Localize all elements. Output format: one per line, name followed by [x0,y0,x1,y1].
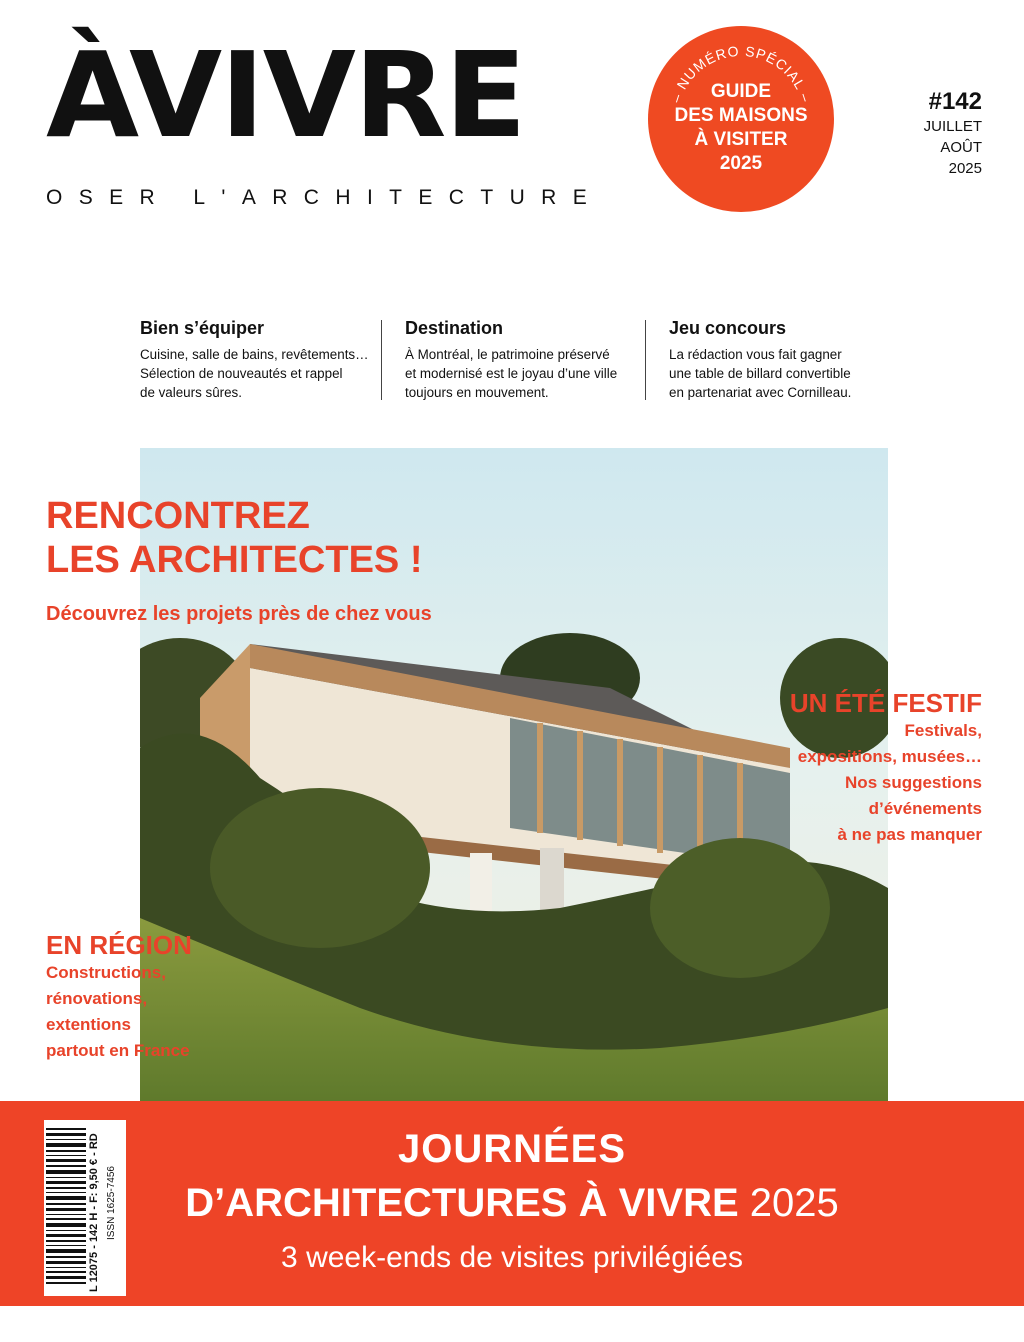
festival-line: d’événements [868,799,982,818]
teaser-line: À Montréal, le patrimoine préservé [405,347,610,362]
festival-line: expositions, musées… [797,747,982,766]
teaser-line: en partenariat avec Cornilleau. [669,385,852,400]
teaser-title: Destination [405,318,504,338]
magazine-tagline: OSER L'ARCHITECTURE [46,186,604,209]
region-line: partout en France [46,1041,190,1060]
festival-line: Nos suggestions [845,773,982,792]
teaser-line: Cuisine, salle de bains, revêtements… [140,347,369,362]
teaser-line: Sélection de nouveautés et rappel [140,366,343,381]
teaser-line: de valeurs sûres. [140,385,242,400]
teaser-title: Jeu concours [669,318,787,338]
teaser-title: Bien s’équiper [140,318,265,338]
teaser-text [669,345,901,402]
issue-number: #142 [928,88,982,115]
festival-line: à ne pas manquer [837,825,982,844]
region-line: Constructions, [46,963,166,982]
teaser-contest [669,318,901,402]
banner-line1: JOURNÉES [397,1127,627,1171]
teaser-line: et modernisé est le joyau d’une ville [405,366,618,381]
barcode-issn: ISSN 1625-7456 [106,1166,117,1240]
issue-year: 2025 [948,160,982,177]
badge-line: À VISITER [694,129,788,150]
barcode-code: L 12075 - 142 H - F: 9,50 € - RD [88,1133,100,1292]
main-subhead: Découvrez les projets près de chez vous [46,603,432,625]
region-teaser [46,930,192,1064]
teaser-divider [645,320,646,400]
teaser-line: La rédaction vous fait gagner [669,347,842,362]
festival-title: UN ÉTÉ FESTIF [789,688,982,718]
teaser-text [405,345,637,402]
festival-line: Festivals, [904,721,982,740]
badge-line: DES MAISONS [674,105,808,126]
teaser-equipment [140,318,372,402]
region-line: rénovations, [46,989,148,1008]
magazine-logo: ÀVIVRE [46,26,525,164]
teaser-divider [381,320,382,400]
badge-lines [648,80,834,176]
headline-line: LES ARCHITECTES ! [46,539,423,581]
masthead [46,26,525,164]
festival-teaser [790,688,982,848]
banner-line2 [0,1181,1024,1226]
issue-month: AOÛT [940,139,982,156]
banner-line3: 3 week-ends de visites privilégiées [281,1241,743,1274]
issue-info [924,88,982,179]
teaser-text [140,345,372,402]
special-issue-badge [648,26,834,212]
issue-month: JUILLET [923,118,982,135]
teaser-destination [405,318,637,402]
badge-arc-text: – NUMÉRO SPÉCIAL – [667,42,815,105]
badge-line: 2025 [719,153,763,174]
teaser-line: une table de billard convertible [669,366,851,381]
region-line: extentions [46,1015,132,1034]
main-headline [46,494,423,582]
teaser-line: toujours en mouvement. [405,385,549,400]
barcode [44,1120,126,1296]
banner-line2-bold: D’ARCHITECTURES À VIVRE [185,1181,739,1225]
banner-year: 2025 [738,1181,839,1225]
region-title: EN RÉGION [46,930,192,960]
headline-line: RENCONTREZ [46,495,310,537]
teaser-row [128,318,868,402]
badge-line: GUIDE [710,81,772,102]
event-banner [0,1101,1024,1306]
